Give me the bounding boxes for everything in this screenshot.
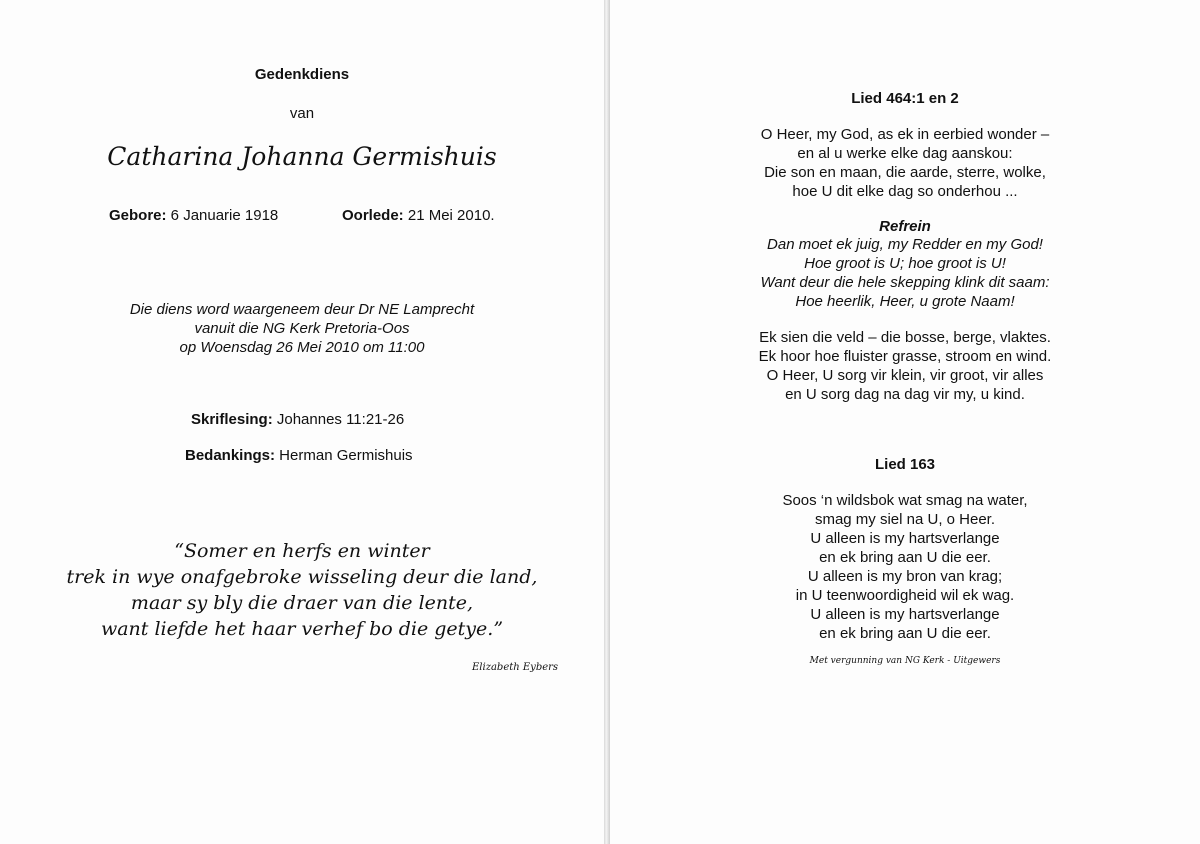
service-details [0,300,604,357]
birth-value: 6 Januarie 1918 [166,207,279,224]
deceased-name: Catharina Johanna Germishuis [107,142,497,171]
scripture-reading [191,411,404,428]
poem-line: trek in wye onafgebroke wisseling deur die land, [66,566,538,588]
death-value: 21 Mei 2010. [403,207,495,224]
hymn-1-title: Lied 464:1 en 2 [851,90,959,107]
poem-line: “Somer en herfs en winter [174,540,430,562]
poem-line: maar sy bly die draer van die lente, [130,592,474,614]
hymn-2-verse [610,491,1200,643]
lyric-line: en ek bring aan U die eer. [819,549,991,566]
service-line: Die diens word waargeneem deur Dr NE Lamprecht [129,301,475,318]
lyric-line: O Heer, my God, as ek in eerbied wonder – [760,126,1050,143]
lyric-line: Want deur die hele skepping klink dit saam: [760,274,1050,291]
hymn-2-title: Lied 163 [874,456,936,473]
lyric-line: in U teenwoordigheid wil ek wag. [795,587,1015,604]
refrain-title: Refrein [879,218,931,235]
acknowledgements [185,447,413,464]
van-label: van [289,105,315,122]
hymn-1-verse-2 [610,328,1200,404]
lyric-line: Dan moet ek juig, my Redder en my God! [767,236,1043,253]
service-line: vanuit die NG Kerk Pretoria-Oos [194,320,410,337]
lyric-line: Hoe heerlik, Heer, u grote Naam! [795,293,1015,310]
poem [0,538,604,642]
lyric-line: en al u werke elke dag aanskou: [797,145,1013,162]
lyric-line: Ek sien die veld – die bosse, berge, vlaktes. [759,329,1051,346]
lyric-line: Hoe groot is U; hoe groot is U! [804,255,1006,272]
lyric-line: O Heer, U sorg vir klein, vir groot, vir alles [766,367,1044,384]
lyric-line: Die son en maan, die aarde, sterre, wolke, [764,164,1046,181]
lyric-line: smag my siel na U, o Heer. [814,511,996,528]
lyric-line: U alleen is my bron van krag; [807,568,1003,585]
service-line: op Woensdag 26 Mei 2010 om 11:00 [179,339,425,356]
reading-label: Skriflesing: [191,411,273,428]
lyric-line: Soos ‘n wildsbok wat smag na water, [782,492,1028,509]
lyric-line: en U sorg dag na dag vir my, u kind. [785,386,1025,403]
reading-value: Johannes 11:21-26 [272,411,405,428]
thanks-label: Bedankings: [185,447,276,464]
right-page [610,0,1200,844]
birth-label: Gebore: [109,207,167,224]
poem-line: want liefde het haar verhef bo die getye.” [100,618,504,640]
lyric-line: U alleen is my hartsverlange [810,530,1000,547]
lyric-line: U alleen is my hartsverlange [810,606,1000,623]
lyric-line: hoe U dit elke dag so onderhou ... [792,183,1018,200]
thanks-value: Herman Germishuis [275,447,413,464]
lyric-line: Ek hoor hoe fluister grasse, stroom en wind. [758,348,1052,365]
permission-credit: Met vergunning van NG Kerk - Uitgewers [809,656,1001,666]
service-title: Gedenkdiens [254,66,350,83]
refrain [610,235,1200,311]
death-date [342,207,495,224]
death-label: Oorlede: [342,207,404,224]
hymn-1-verse-1 [610,125,1200,201]
poem-author: Elizabeth Eybers [472,662,559,673]
birth-date [109,207,278,224]
lyric-line: en ek bring aan U die eer. [819,625,991,642]
